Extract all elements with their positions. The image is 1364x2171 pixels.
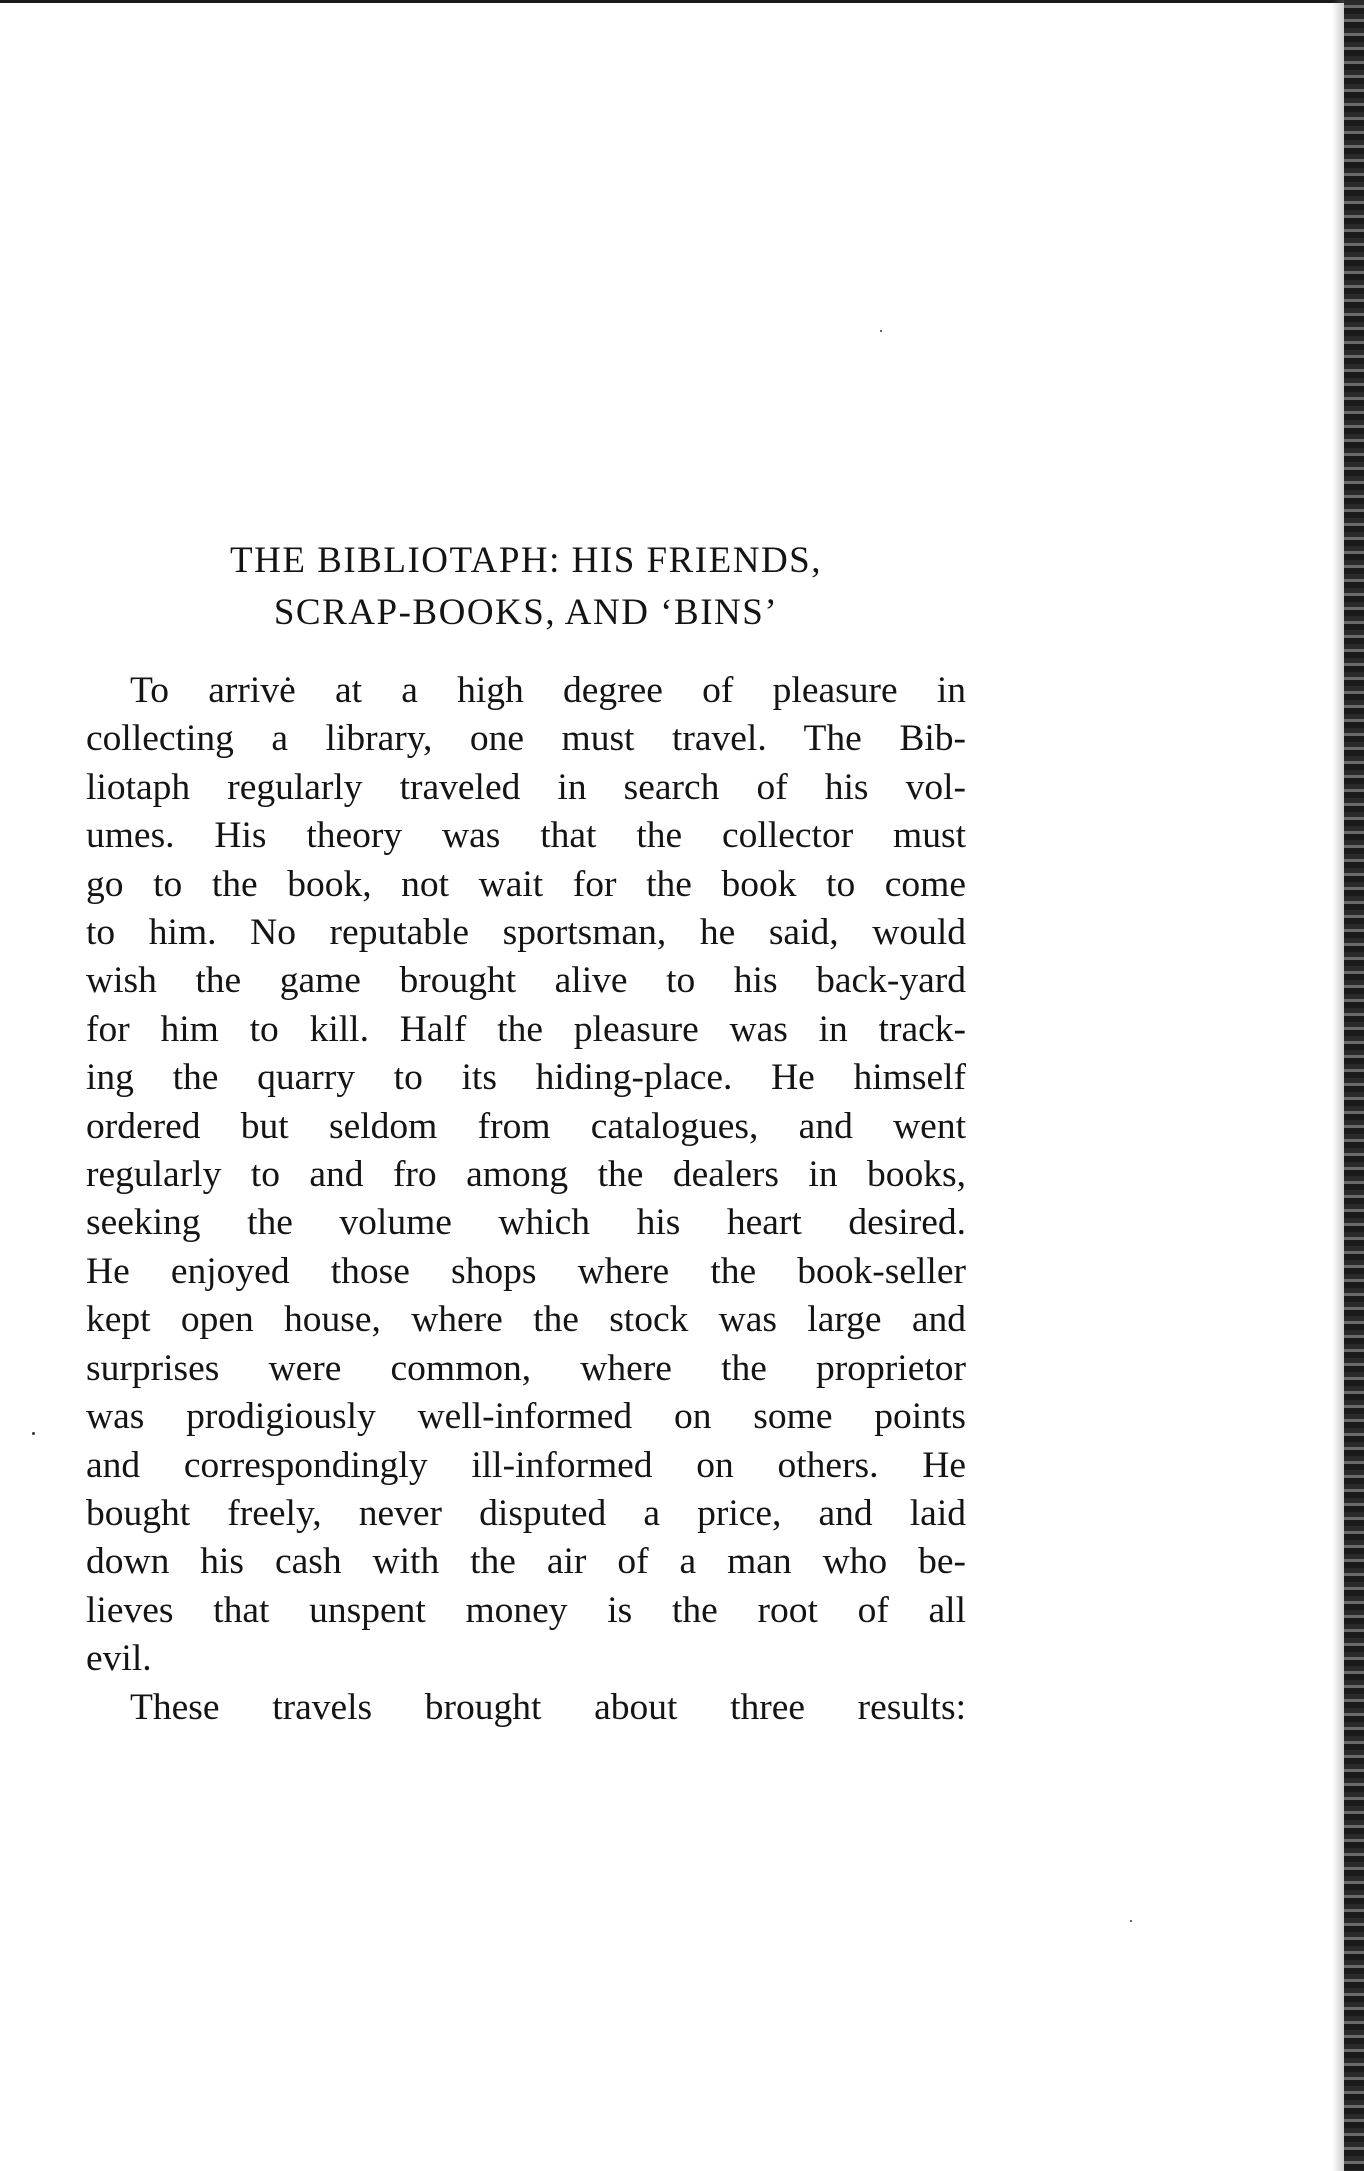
text-line: for him to kill. Half the pleasure was in track- xyxy=(86,1008,966,1050)
chapter-title-line: SCRAP-BOOKS, AND ‘BINS’ xyxy=(273,592,779,633)
text-line: go to the book, not wait for the book to come xyxy=(86,863,966,905)
chapter-title xyxy=(86,535,966,639)
book-page xyxy=(86,535,966,1732)
text-line: kept open house, where the stock was large and xyxy=(86,1299,966,1341)
text-line: He enjoyed those shops where the book-seller xyxy=(86,1250,966,1292)
right-page-shadow xyxy=(1332,0,1344,2171)
body-text xyxy=(86,667,966,1732)
text-line: evil. xyxy=(86,1638,152,1680)
text-line: regularly to and fro among the dealers in books, xyxy=(86,1154,966,1196)
text-line: umes. His theory was that the collector must xyxy=(86,815,966,857)
margin-speck xyxy=(880,330,882,332)
text-line: These travels brought about three results: xyxy=(130,1686,966,1728)
text-line: and correspondingly ill-informed on others. He xyxy=(86,1444,966,1486)
text-line: liotaph regularly traveled in search of his vol- xyxy=(86,766,966,808)
top-page-edge xyxy=(0,0,1364,3)
paragraph-2 xyxy=(86,1684,966,1732)
margin-speck xyxy=(1130,1920,1132,1922)
margin-speck xyxy=(32,1432,35,1435)
text-line: was prodigiously well-informed on some points xyxy=(86,1396,966,1438)
right-page-edge xyxy=(1344,0,1364,2171)
paragraph-1 xyxy=(86,667,966,1684)
text-line: bought freely, never disputed a price, and laid xyxy=(86,1492,966,1534)
chapter-title-line: THE BIBLIOTAPH: HIS FRIENDS, xyxy=(230,540,822,581)
text-line: seeking the volume which his heart desired. xyxy=(86,1202,966,1244)
text-line: ordered but seldom from catalogues, and went xyxy=(86,1105,966,1147)
text-line: wish the game brought alive to his back-yard xyxy=(86,960,966,1002)
text-line: down his cash with the air of a man who be- xyxy=(86,1541,966,1583)
text-line: collecting a library, one must travel. The Bib- xyxy=(86,718,966,760)
text-line: lieves that unspent money is the root of all xyxy=(86,1589,966,1631)
text-line: to him. No reputable sportsman, he said, would xyxy=(86,912,966,954)
text-line: To arrivė at a high degree of pleasure in xyxy=(130,670,966,711)
text-line: ing the quarry to its hiding-place. He himself xyxy=(86,1057,966,1099)
text-line: surprises were common, where the proprietor xyxy=(86,1347,966,1389)
